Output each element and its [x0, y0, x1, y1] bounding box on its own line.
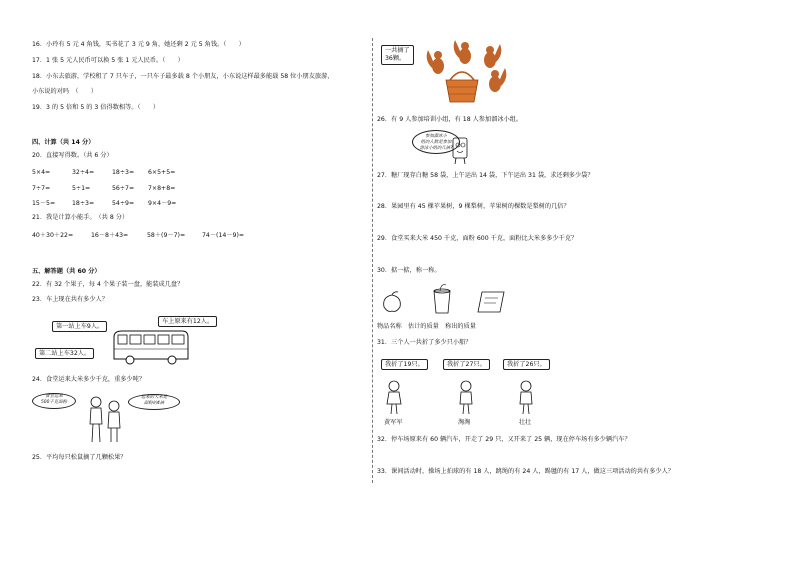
- calc-cell: 5×4=: [32, 169, 51, 176]
- speech-bubble: 我折了19只。: [381, 359, 428, 370]
- speech-bubble: 第二站上车32人。: [35, 348, 94, 359]
- question-16: 16．小玲有 5 元 4 角钱，买书花了 3 元 9 角，她还剩 2 元 5 角钱。（ ）: [32, 41, 245, 48]
- calc-cell: 6×5+5=: [148, 169, 176, 176]
- child-name: 淘淘: [458, 419, 471, 426]
- question-17: 17．1 张 5 元人民币可以换 5 张 1 元人民币。（ ）: [32, 57, 184, 64]
- cup-icon: [430, 285, 454, 315]
- child-icon: [384, 380, 404, 416]
- question-18-line2: 小东说的对吗 （ ）: [32, 88, 97, 95]
- question-27: 27．糖厂现存白糖 58 袋，上午运出 14 袋，下午运出 31 袋，求还剩多少袋？: [377, 172, 594, 179]
- question-22: 22．有 32 个果子，每 4 个果子装一盘，能装成几盘？: [32, 281, 184, 288]
- bus-image: [112, 327, 192, 367]
- speech-bubble: 车上原来有12人。: [158, 316, 217, 327]
- question-20: 20．直接写得数。（共 6 分）: [32, 152, 113, 159]
- child-icon: [456, 380, 476, 416]
- squirrels-basket-image: [420, 42, 510, 104]
- speech-bubble: 一共摘了 36颗。: [381, 45, 414, 65]
- calc-cell: 54÷9=: [112, 200, 135, 207]
- calc-cell: 7×8+8=: [148, 185, 176, 192]
- question-26: 26．有 9 人参加培训小组，有 18 人参加溜冰小组。: [377, 116, 523, 123]
- peach-icon: [380, 291, 404, 313]
- cartoon-character-image: [449, 136, 473, 166]
- question-25: 25．平均每只松鼠摘了几颗松果？: [32, 454, 127, 461]
- calc-cell: 18÷3=: [112, 169, 135, 176]
- calc-cell: 56÷7=: [112, 185, 135, 192]
- question-21: 21．我是计算小能手。 （共 8 分）: [32, 214, 129, 221]
- question-30: 30．掂一掂，称一称。: [377, 267, 441, 274]
- speech-bubble: 我折了27只。: [443, 359, 490, 370]
- child-name: 黄军军: [384, 419, 403, 426]
- question-32: 32．停车场原来有 60 辆汽车，开走了 29 只，又开来了 25 辆，现在停车场有多少辆汽车？: [377, 436, 631, 443]
- calc-cell: 9×4－9=: [148, 200, 177, 207]
- question-23: 23．车上现在共有多少人？: [32, 296, 108, 303]
- calc-cell: 7÷7=: [32, 185, 51, 192]
- children-image: [86, 396, 126, 446]
- child-icon: [516, 380, 536, 416]
- child-name: 壮壮: [519, 419, 532, 426]
- question-29: 29．食堂买来大米 450 千克，面粉 600 千克，面粉比大米多多少千克？: [377, 235, 578, 242]
- section-5-title: 五、解答题（共 60 分）: [32, 268, 101, 275]
- question-19: 19．3 的 5 倍和 5 的 3 倍得数相等。（ ）: [32, 104, 160, 111]
- speech-bubble: 我折了26只。: [503, 359, 550, 370]
- question-24: 24．食堂运来大米多少千克，重多少吨？: [32, 376, 146, 383]
- section-4-title: 四、计算（共 14 分）: [32, 139, 95, 146]
- speech-bubble: 运来的大米是 面粉的4倍: [128, 394, 180, 410]
- question-31: 31．三个人一共折了多少只小船？: [377, 339, 472, 346]
- question-28: 28．果园里有 45 棵苹果树，9 棵梨树，苹果树的棵数是梨树的几倍？: [377, 203, 570, 210]
- speech-bubble: 第一站上车9人。: [52, 321, 107, 332]
- question-18-line1: 18．小东去旅游，学校租了 7 只车子，一只车子最多载 8 个小朋友，小东说这样最多能载 58 位小朋友旅游，: [32, 73, 334, 80]
- calc-cell: 58＋(9－7)=: [147, 232, 186, 239]
- calc-cell: 74－(14－9)=: [202, 232, 245, 239]
- calc-cell: 32÷4=: [72, 169, 95, 176]
- q30-table-labels: 物品名称 估计的质量 称出的质量: [377, 323, 476, 330]
- speech-bubble: 食堂运来 500千克面粉: [32, 393, 76, 409]
- calc-cell: 40＋30＋22=: [32, 232, 74, 239]
- calc-cell: 16－8＋43=: [91, 232, 129, 239]
- calc-cell: 15－5=: [32, 200, 56, 207]
- book-icon: [476, 290, 506, 314]
- speech-bubble: 参加溜冰小 组的人数是参加 游泳小组的几倍?: [412, 130, 460, 154]
- calc-cell: 5÷1=: [72, 185, 91, 192]
- question-33: 33．课间活动时，操场上拍球的有 18 人，跳绳的有 24 人，踢毽的有 17 人，做这三项活动的共有多少人？: [377, 468, 674, 475]
- column-divider: [372, 38, 373, 483]
- calc-cell: 18÷3=: [72, 200, 95, 207]
